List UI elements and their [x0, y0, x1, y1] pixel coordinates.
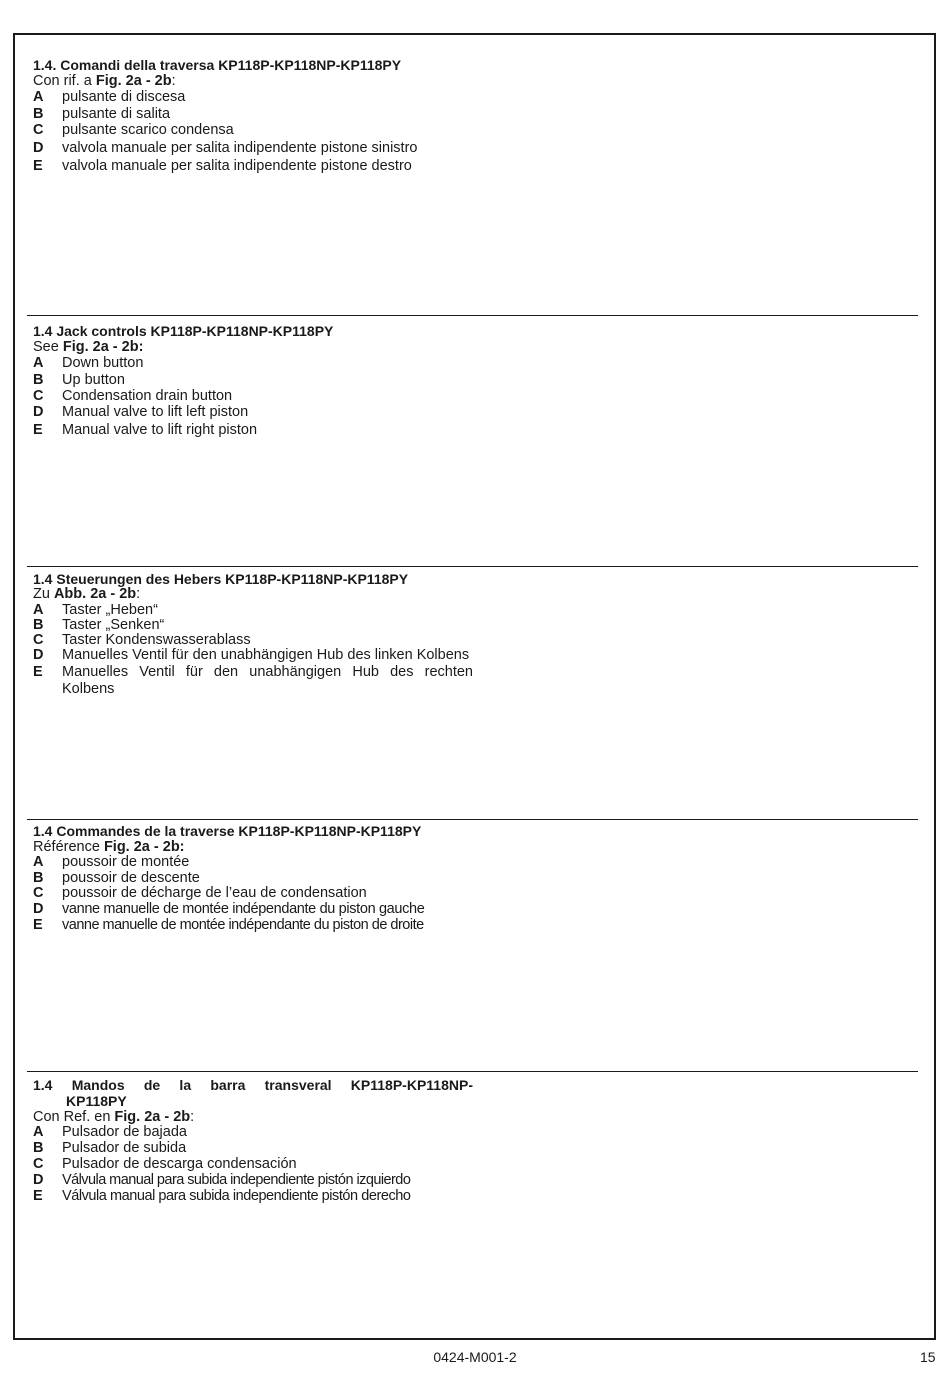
page-number: 15	[920, 1349, 936, 1365]
section-title-continued: KP118PY	[66, 1092, 127, 1109]
item-text: Válvula manual para subida independiente pistón izquierdo	[62, 1171, 411, 1188]
item-text: Taster Kondenswasserablass	[62, 632, 251, 649]
ref-prefix: Référence	[33, 838, 104, 855]
ref-suffix: :	[136, 586, 141, 603]
item-letter: E	[33, 663, 43, 680]
item-letter: B	[33, 1140, 44, 1157]
item-text: poussoir de descente	[62, 869, 200, 886]
list-item	[33, 633, 473, 648]
ref-figure: Fig. 2a - 2b	[95, 73, 172, 90]
ref-prefix: Zu	[33, 586, 54, 603]
list-item	[33, 855, 473, 871]
item-letter: A	[33, 89, 44, 106]
section-german	[33, 572, 473, 698]
item-text: Pulsador de bajada	[62, 1124, 187, 1141]
list-item	[33, 618, 473, 633]
ref-suffix: :	[171, 73, 176, 90]
figure-reference	[33, 1110, 473, 1126]
list-item	[33, 1157, 473, 1173]
ref-prefix: Con Ref. en	[33, 1108, 115, 1125]
section-title: 1.4 Mandos de la barra transveral KP118P-KP118NP-	[33, 1077, 473, 1093]
item-letter: C	[33, 121, 44, 138]
item-text: vanne manuelle de montée indépendante du piston de droite	[62, 916, 424, 933]
item-text: Down button	[62, 355, 144, 372]
item-text: Pulsador de descarga condensación	[62, 1155, 297, 1172]
list-item	[33, 140, 473, 156]
item-text: vanne manuelle de montée indépendante du piston gauche	[62, 900, 425, 917]
item-text: Pulsador de subida	[62, 1140, 187, 1157]
section-spanish	[33, 1078, 473, 1204]
item-letter: D	[33, 404, 44, 421]
list-item	[33, 902, 473, 918]
item-text: Manual valve to lift left piston	[62, 404, 249, 421]
item-letter: A	[33, 854, 44, 871]
item-letter: C	[33, 387, 44, 404]
item-letter: E	[33, 1187, 43, 1204]
figure-reference	[33, 339, 473, 355]
list-item	[33, 122, 473, 138]
section-title: 1.4 Steuerungen des Hebers KP118P-KP118NP-KP118PY	[33, 571, 409, 587]
item-text: pulsante di salita	[62, 105, 171, 122]
list-item	[33, 603, 473, 618]
section-divider	[27, 819, 918, 820]
item-text: Taster „Heben“	[62, 601, 158, 618]
item-text: Manuelles Ventil für den unabhängigen Hub des rechten Kolbens	[62, 663, 473, 697]
list-item	[33, 388, 473, 404]
item-letter: B	[33, 105, 44, 122]
item-text: Up button	[62, 371, 125, 388]
item-text: poussoir de montée	[62, 854, 190, 871]
section-english	[33, 323, 473, 438]
figure-reference	[33, 840, 473, 856]
ref-figure: Fig. 2a - 2b	[114, 1108, 191, 1125]
item-letter: B	[33, 371, 44, 388]
item-text: Válvula manual para subida independiente pistón derecho	[62, 1187, 411, 1204]
ref-figure: Fig. 2a - 2b:	[62, 339, 144, 356]
item-letter: B	[33, 616, 44, 633]
section-french	[33, 824, 473, 933]
item-letter: E	[33, 422, 43, 439]
item-letter: E	[33, 916, 43, 933]
item-letter: A	[33, 1124, 44, 1141]
item-text: Manuelles Ventil für den unabhängigen Hub des linken Kolbens	[62, 647, 470, 664]
section-italian	[33, 57, 473, 174]
section-title: 1.4. Comandi della traversa KP118P-KP118NP-KP118PY	[33, 57, 402, 73]
section-divider	[27, 315, 918, 316]
section-divider	[27, 1071, 918, 1072]
item-letter: A	[33, 355, 44, 372]
item-text: poussoir de décharge de l’eau de condensation	[62, 885, 367, 902]
section-title: 1.4 Jack controls KP118P-KP118NP-KP118PY	[33, 323, 334, 339]
item-text: valvola manuale per salita indipendente pistone destro	[62, 158, 412, 175]
item-text: Condensation drain button	[62, 387, 233, 404]
item-text: Manual valve to lift right piston	[62, 422, 258, 439]
item-text: valvola manuale per salita indipendente pistone sinistro	[62, 140, 418, 157]
figure-reference	[33, 73, 473, 89]
section-divider	[27, 566, 918, 567]
ref-prefix: See	[33, 339, 63, 356]
item-letter: E	[33, 158, 43, 175]
item-letter: A	[33, 601, 44, 618]
document-code: 0424-M001-2	[433, 1349, 517, 1365]
figure-reference	[33, 587, 473, 602]
item-text: pulsante di discesa	[62, 89, 186, 106]
section-title: 1.4 Commandes de la traverse KP118P-KP118NP-KP118PY	[33, 823, 422, 839]
list-item	[33, 1173, 473, 1189]
list-item	[33, 871, 473, 887]
item-letter: C	[33, 632, 44, 649]
list-item	[33, 918, 473, 934]
item-text: Taster „Senken“	[62, 616, 165, 633]
list-item	[33, 1189, 473, 1205]
ref-figure: Fig. 2a - 2b:	[103, 838, 185, 855]
ref-prefix: Con rif. a	[33, 73, 96, 90]
list-item	[33, 664, 473, 698]
ref-figure: Abb. 2a - 2b	[53, 586, 137, 603]
list-item	[33, 89, 473, 105]
item-text: pulsante scarico condensa	[62, 121, 234, 138]
list-item	[33, 422, 473, 438]
item-letter: D	[33, 900, 44, 917]
list-item	[33, 886, 473, 902]
item-letter: B	[33, 869, 44, 886]
list-item	[33, 372, 473, 388]
item-letter: C	[33, 885, 44, 902]
list-item	[33, 404, 473, 420]
list-item	[33, 355, 473, 371]
item-letter: C	[33, 1155, 44, 1172]
item-letter: D	[33, 1171, 44, 1188]
list-item	[33, 1125, 473, 1141]
list-item	[33, 648, 473, 663]
list-item	[33, 1141, 473, 1157]
list-item	[33, 106, 473, 122]
list-item	[33, 158, 473, 174]
item-letter: D	[33, 647, 44, 664]
item-letter: D	[33, 140, 44, 157]
ref-suffix: :	[190, 1108, 195, 1125]
